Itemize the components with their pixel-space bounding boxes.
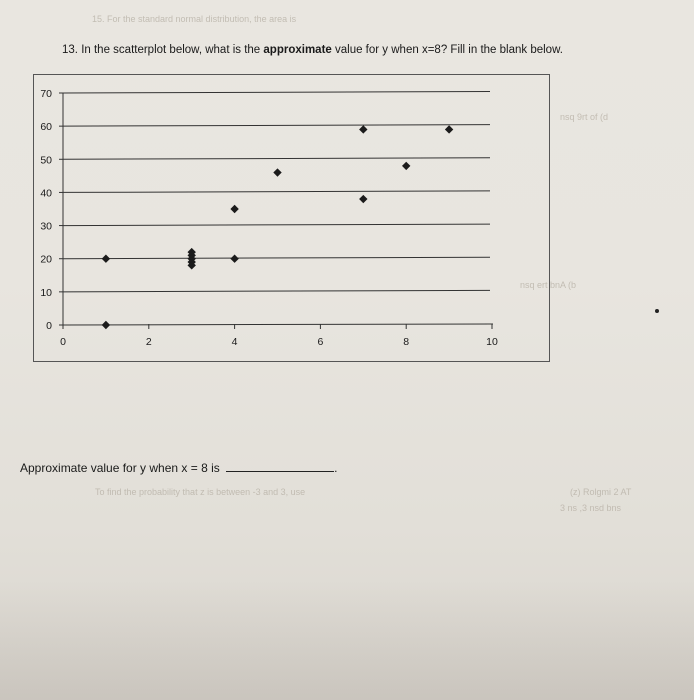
y-tick-label-70: 70 (40, 88, 52, 100)
x-tick-label-10: 10 (486, 336, 498, 348)
data-point-8 (230, 205, 238, 213)
y-tick-label-10: 10 (40, 286, 52, 299)
y-tick-label-40: 40 (40, 187, 52, 200)
question-text (62, 44, 563, 56)
answer-line (20, 460, 337, 475)
chart-frame (33, 74, 550, 362)
gridline-y-20 (63, 257, 490, 259)
question-lead: In the scatterplot below, what is the (81, 44, 261, 56)
question-number: 13. (62, 44, 78, 56)
y-tick-label-30: 30 (40, 220, 52, 233)
data-point-1 (102, 255, 110, 263)
x-tick-label-8: 8 (403, 336, 410, 348)
data-point-9 (230, 255, 238, 263)
data-point-2 (102, 321, 110, 329)
answer-blank[interactable] (226, 460, 334, 472)
gridline-y-10 (63, 290, 490, 292)
question-instruction: Fill in the blank below. (450, 44, 563, 56)
gridline-y-60 (63, 125, 490, 127)
data-point-14 (445, 125, 453, 133)
paper-speck (655, 309, 659, 313)
gridline-y-40 (63, 191, 490, 193)
gridline-y-70 (63, 92, 490, 94)
data-point-10 (273, 168, 281, 176)
question-condition: x=8? (421, 44, 448, 56)
y-tick-label-20: 20 (40, 253, 52, 266)
x-tick-label-4: 4 (231, 336, 238, 348)
y-tick-label-60: 60 (40, 121, 52, 134)
gridline-y-50 (63, 158, 490, 160)
bleed-through-text: (z) Rolgmi 2 AT (570, 487, 632, 497)
bleed-through-text: To find the probability that z is between -3 and 3, use (95, 487, 306, 497)
data-point-12 (359, 195, 367, 203)
y-tick-label-50: 50 (40, 154, 52, 167)
scatter-plot (34, 75, 549, 361)
y-tick-label-0: 0 (46, 320, 52, 332)
bleed-through-text: 3 ns ,3 nsd bns (560, 503, 622, 513)
answer-prompt: Approximate value for y when x = 8 is (20, 461, 220, 475)
bleed-through-text: nsq ert bnA (b (520, 280, 577, 290)
x-tick-label-0: 0 (60, 336, 66, 348)
x-axis-line (63, 324, 493, 325)
answer-period: . (334, 461, 338, 475)
x-tick-label-6: 6 (317, 336, 324, 348)
data-point-13 (402, 162, 410, 170)
bleed-through-text: 15. For the standard normal distribution, the area is (92, 14, 297, 24)
gridline-y-30 (63, 224, 490, 226)
x-tick-label-2: 2 (145, 336, 152, 348)
question-emphasis: approximate (263, 44, 332, 56)
question-middle: value for y when (335, 44, 419, 56)
data-point-11 (359, 125, 367, 133)
bleed-through-text: nsq 9rt of (d (560, 112, 609, 122)
